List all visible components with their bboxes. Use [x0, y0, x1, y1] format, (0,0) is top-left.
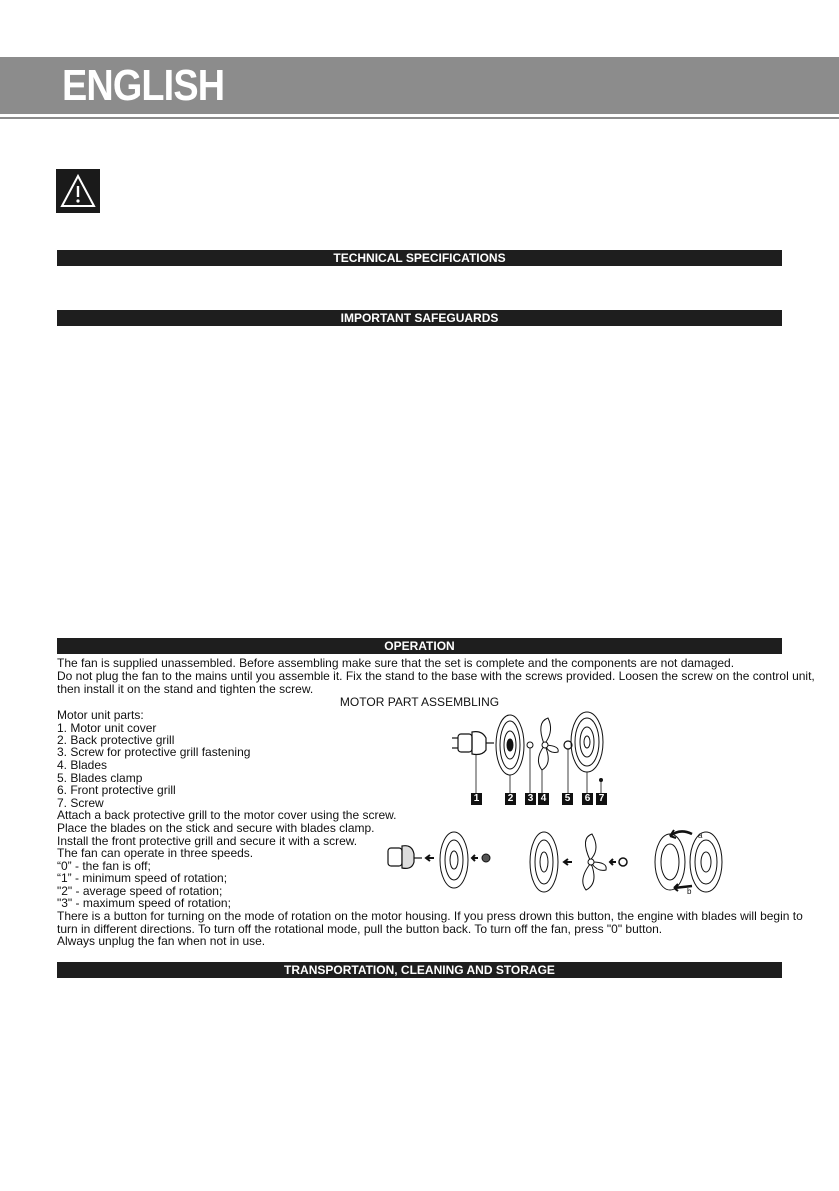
part-number-badge: 2	[505, 793, 516, 805]
part-number-badge: 3	[525, 793, 536, 805]
speed-item: "2" - average speed of rotation;	[57, 884, 223, 898]
rotation-info-line: There is a button for turning on the mode of rotation on the motor housing. If you press drown this button, the engine with blades will begin to	[57, 909, 803, 923]
grill-screw-part	[527, 742, 533, 748]
speed-info: The fan can operate in three speeds.	[57, 846, 254, 860]
operation-intro-line: Do not plug the fan to the mains until you assemble it. Fix the stand to the base with the screws provided. Loosen the screw on the control unit,	[57, 669, 815, 683]
part-number-badge: 5	[562, 793, 573, 805]
parts-title: Motor unit parts:	[57, 708, 144, 722]
speed-item: “0” - the fan is off;	[57, 859, 151, 873]
blades-part	[538, 718, 558, 770]
rotation-info-line: turn in different directions. To turn off the rotational mode, pull the button back. To turn off the fan, press "0" button.	[57, 922, 663, 936]
section-important-safeguards: IMPORTANT SAFEGUARDS	[57, 310, 782, 326]
assembly-step: Install the front protective grill and secure it with a screw.	[57, 834, 358, 848]
assembly-step: Attach a back protective grill to the motor cover using the screw.	[57, 808, 397, 822]
part-number-badge: 6	[582, 793, 593, 805]
part-item: 2. Back protective grill	[57, 733, 175, 747]
part-item: 3. Screw for protective grill fastening	[57, 745, 251, 759]
language-title: ENGLISH	[62, 61, 225, 110]
front-screw-part	[599, 778, 603, 782]
back-grill-part	[496, 715, 524, 775]
speed-item: “1” - minimum speed of rotation;	[57, 871, 228, 885]
assembly-step-1-diagram	[384, 830, 504, 894]
diagram-mark-b: b	[687, 887, 692, 896]
part-number-badge: 7	[596, 793, 607, 805]
part-item: 4. Blades	[57, 758, 108, 772]
part-item: 7. Screw	[57, 796, 104, 810]
part-item: 6. Front protective grill	[57, 783, 176, 797]
front-grill-part	[571, 712, 603, 772]
warning-icon	[56, 169, 100, 213]
section-transportation-cleaning-storage: TRANSPORTATION, CLEANING AND STORAGE	[57, 962, 782, 978]
exploded-parts-diagram	[452, 708, 622, 806]
motor-assembly-heading: MOTOR PART ASSEMBLING	[339, 695, 500, 709]
assembly-step: Place the blades on the stick and secure with blades clamp.	[57, 821, 375, 835]
motor-unit-part	[452, 732, 494, 755]
header-divider	[0, 117, 839, 119]
part-item: 5. Blades clamp	[57, 771, 143, 785]
part-number-badge: 1	[471, 793, 482, 805]
unplug-note: Always unplug the fan when not in use.	[57, 934, 266, 948]
diagram-mark-a: a	[698, 831, 703, 840]
section-operation: OPERATION	[57, 638, 782, 654]
operation-intro-line: The fan is supplied unassembled. Before assembling make sure that the set is complete and the components are not damaged.	[57, 656, 735, 670]
assembly-step-2-diagram	[524, 828, 634, 898]
speed-item: "3" - maximum speed of rotation;	[57, 896, 231, 910]
operation-intro-line: then install it on the stand and tighten the screw.	[57, 682, 314, 696]
section-technical-specifications: TECHNICAL SPECIFICATIONS	[57, 250, 782, 266]
part-number-badge: 4	[538, 793, 549, 805]
part-item: 1. Motor unit cover	[57, 721, 157, 735]
